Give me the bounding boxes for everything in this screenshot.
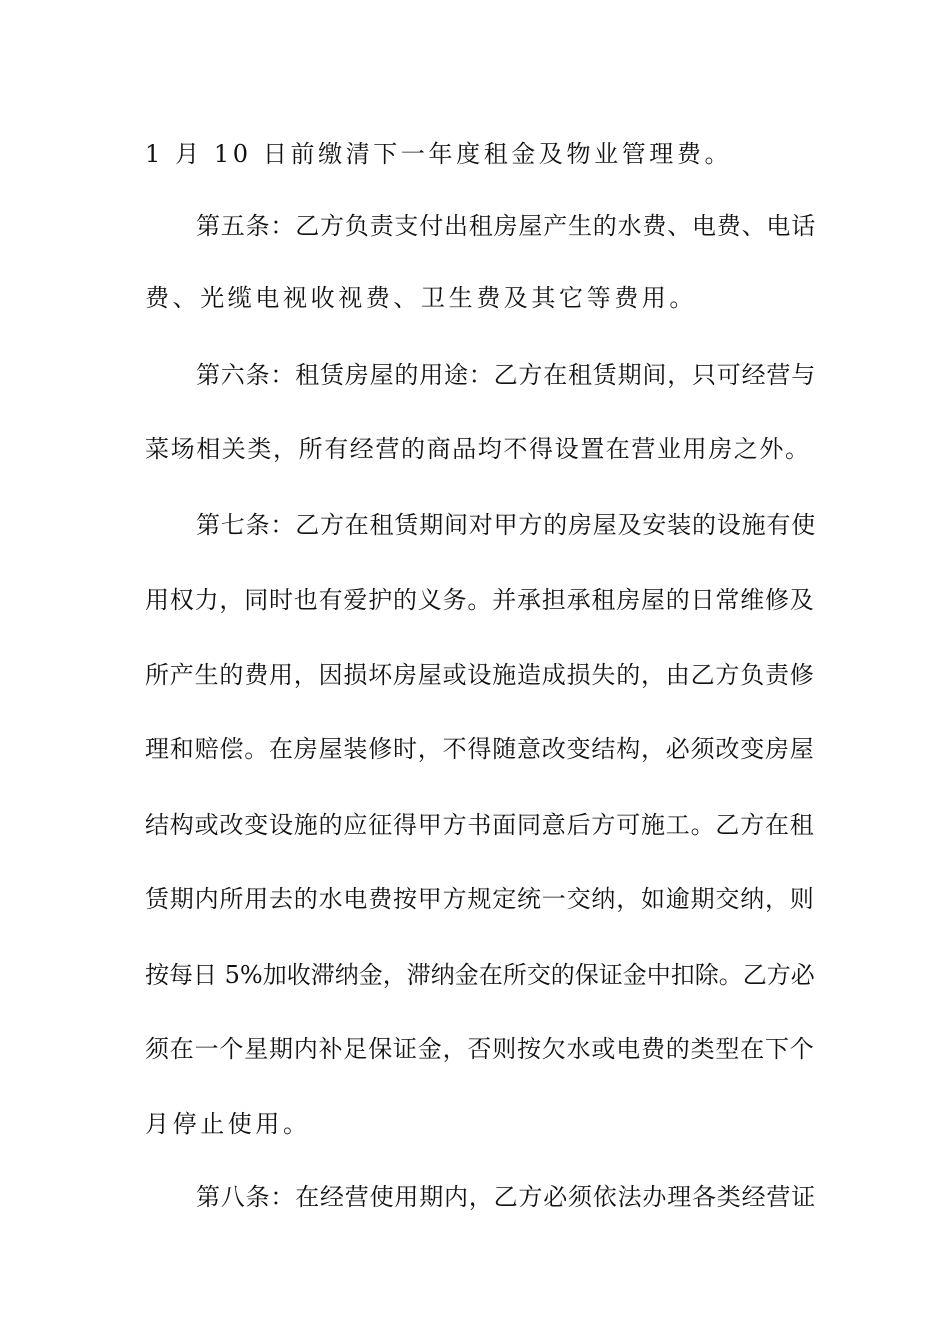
text-line: 月停止使用。 bbox=[145, 1110, 311, 1138]
text-line: 赁期内所用去的水电费按甲方规定统一交纳，如逾期交纳，则 bbox=[145, 885, 815, 913]
text-line: 1 月 10 日前缴清下一年度租金及物业管理费。 bbox=[145, 140, 733, 168]
text-line: 按每日 5%加收滞纳金，滞纳金在所交的保证金中扣除。乙方必 bbox=[145, 961, 815, 989]
text-line: 用权力，同时也有爱护的义务。并承担承租房屋的日常维修及 bbox=[145, 586, 815, 614]
text-line: 费、光缆电视收视费、卫生费及其它等费用。 bbox=[145, 284, 697, 312]
article-6-heading-line: 第六条：租赁房屋的用途：乙方在租赁期间，只可经营与 bbox=[196, 361, 816, 389]
text-line: 理和赔偿。在房屋装修时，不得随意改变结构，必须改变房屋 bbox=[145, 735, 815, 763]
text-line: 结构或改变设施的应征得甲方书面同意后方可施工。乙方在租 bbox=[145, 811, 815, 839]
text-line: 菜场相关类，所有经营的商品均不得设置在营业用房之外。 bbox=[145, 435, 811, 463]
text-line: 所产生的费用，因损坏房屋或设施造成损失的，由乙方负责修 bbox=[145, 661, 815, 689]
article-8-heading-line: 第八条：在经营使用期内，乙方必须依法办理各类经营证 bbox=[196, 1183, 816, 1211]
article-7-heading-line: 第七条：乙方在租赁期间对甲方的房屋及安装的设施有使 bbox=[196, 511, 816, 539]
text-line: 须在一个星期内补足保证金，否则按欠水或电费的类型在下个 bbox=[145, 1035, 815, 1063]
article-5-heading-line: 第五条：乙方负责支付出租房屋产生的水费、电费、电话 bbox=[196, 212, 816, 240]
